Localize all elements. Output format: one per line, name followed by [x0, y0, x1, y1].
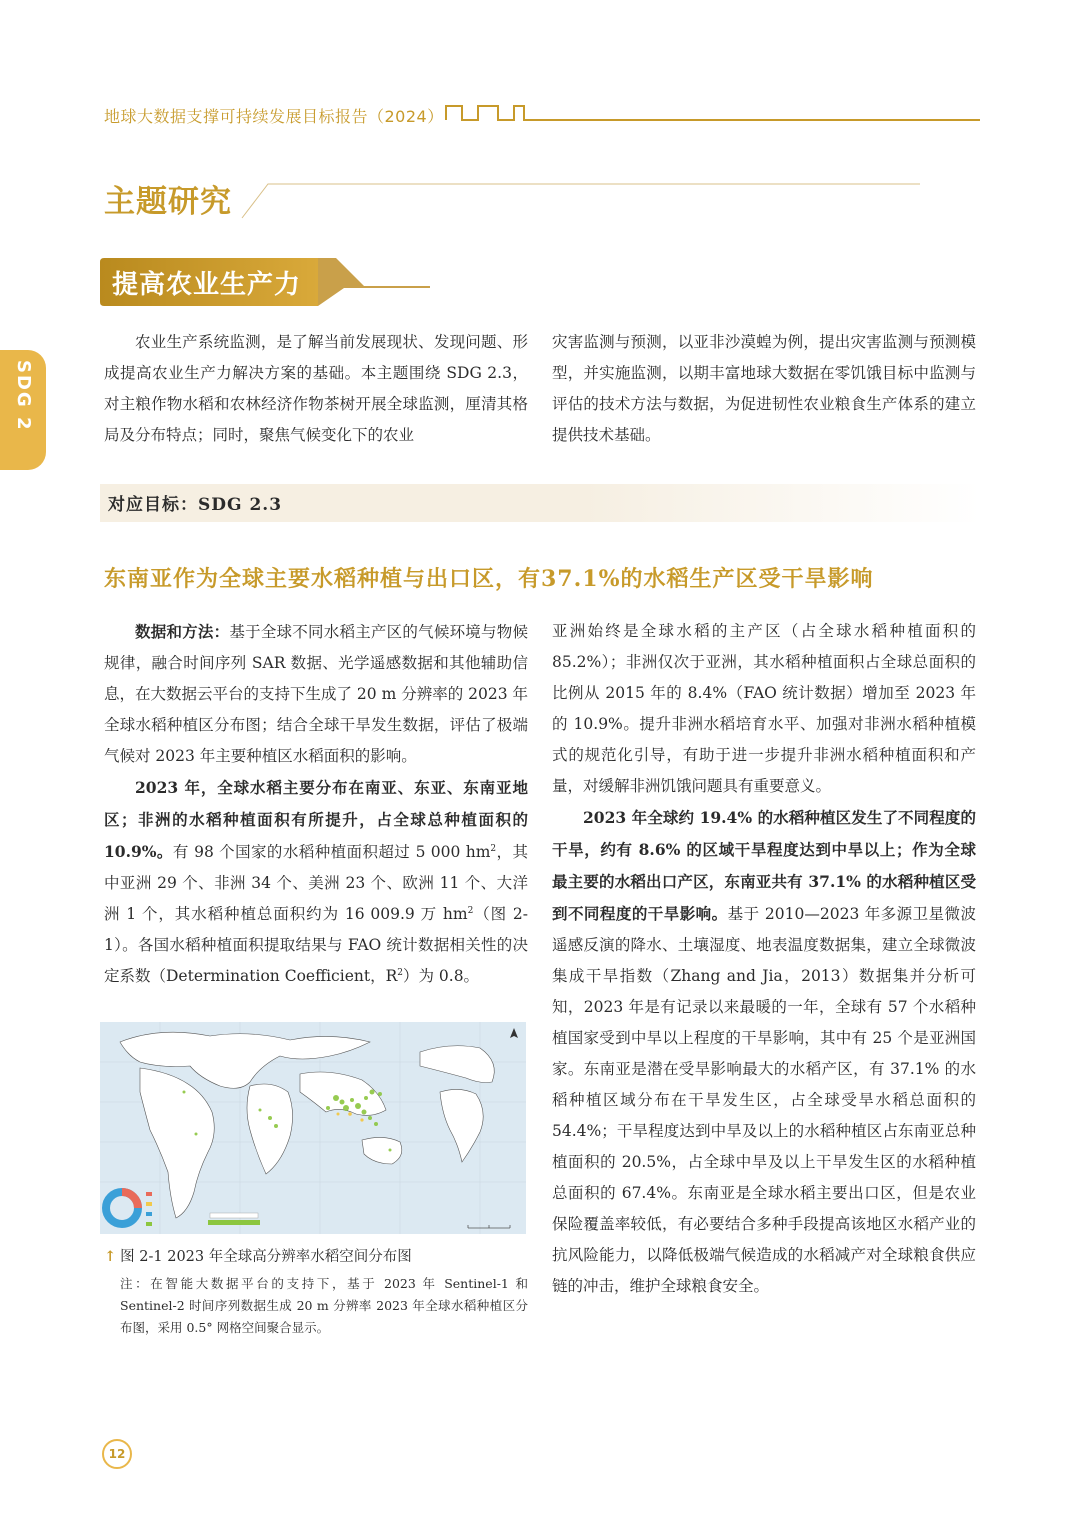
figure-note: 注：在智能大数据平台的支持下，基于 2023 年 Sentinel-1 和 Sentinel-2 时间序列数据生成 20 m 分辨率 2023 年全球水稻种植区分布图，采用 0.5° 网格空间聚合显示。 [120, 1276, 528, 1335]
report-header-title: 地球大数据支撑可持续发展目标报告（2024） [104, 107, 444, 126]
body-left-column [104, 616, 528, 992]
side-tab-label: SDG 2 [13, 360, 34, 432]
key-finding-2: 2023 年全球约 19.4% 的水稻种植区发生了不同程度的干旱，约有 8.6% 的区域干旱程度达到中旱以上；作为全球最主要的水稻出口产区，东南亚共有 37.1% 的水稻种植区受到不同程度的干旱影响。 [552, 808, 976, 923]
intro-paragraph-right: 灾害监测与预测，以亚非沙漠蝗为例，提出灾害监测与预测模型，并实施监测，以期丰富地球大数据在零饥饿目标中监测与评估的技术方法与数据，为促进韧性农业粮食生产体系的建立提供技术基础。 [552, 333, 976, 444]
target-text: 对应目标：SDG 2.3 [108, 495, 283, 515]
body-paragraph-1 [104, 616, 528, 772]
right-paragraph-2 [552, 802, 976, 1302]
figure-caption-text: 图 2-1 2023 年全球高分辨率水稻空间分布图 [120, 1249, 412, 1265]
finding-title: 东南亚作为全球主要水稻种植与出口区，有37.1%的水稻生产区受干旱影响 [104, 566, 874, 592]
paragraph-text: ，其中亚洲 29 个、非洲 34 个、美洲 23 个、欧洲 11 个、大洋洲 1 个，其水稻种植总面积约为 16 009.9 万 hm [104, 843, 528, 923]
page-number: 12 [102, 1439, 132, 1469]
figure-caption [104, 1245, 528, 1266]
paragraph-text: （图 2-1）。各国水稻种植面积提取结果与 FAO 统计数据相关性的决定系数（Determination Coefficient，R [104, 905, 528, 985]
key-finding-1: 2023 年，全球水稻主要分布在南亚、东亚、东南亚地区；非洲的水稻种植面积有所提升，占全球总种植面积的 10.9%。 [104, 778, 528, 861]
superscript: 2 [397, 967, 403, 978]
right-paragraph-1: 亚洲始终是全球水稻的主产区（占全球水稻种植面积的 85.2%）；非洲仅次于亚洲，其水稻种植面积占全球总面积的比例从 2015 年的 8.4%（FAO 统计数据）增加至 2023 年的 10.9%。提升非洲水稻培育水平、加强对非洲水稻种植模式的规范化引导，有助于进一步提升非洲水稻种植面积和产量，对缓解非洲饥饿问题具有重要意义。 [552, 622, 976, 795]
global-rice-distribution-map [100, 1022, 526, 1234]
intro-left-column [104, 327, 528, 451]
superscript: 2 [490, 843, 497, 854]
body-paragraph-2 [104, 772, 528, 992]
section-title-underline [240, 180, 920, 220]
superscript: 2 [467, 905, 474, 916]
paragraph-text: 基于 2010—2023 年多源卫星微波遥感反演的降水、土壤湿度、地表温度数据集，建立全球微波集成干旱指数（Zhang and Jia，2013）数据集并分析可知，2023 年是有记录以来最暖的一年，全球有 57 个水稻种植国家受到中旱以上程度的干旱影响，其中有 25 个是亚洲国家。东南亚是潜在受旱影响最大的水稻产区，有 37.1% 的水稻种植区域分布在干旱发生区，占全球受旱水稻总面积的 54.4%；干旱程度达到中旱及以上的水稻种植区占东南亚总种植面积的 20.5%，占全球中旱及以上干旱发生区的水稻种植总面积的 67.4%。东南亚是全球水稻主要出口区，但是农业保险覆盖率较低，有必要结合多种手段提高该地区水稻产业的抗风险能力，以降低极端气候造成的水稻减产对全球粮食供应链的冲击，维护全球粮食安全。 [552, 905, 976, 1295]
method-text: 基于全球不同水稻主产区的气候环境与物候规律，融合时间序列 SAR 数据、光学遥感数据和其他辅助信息，在大数据云平台的支持下生成了 20 m 分辨率的 2023 年全球水稻种植区分布图；结合全球干旱发生数据，评估了极端气候对 2023 年主要种植区水稻面积的影响。 [104, 623, 529, 765]
caption-arrow-icon: ↑ [104, 1248, 117, 1265]
paragraph-text: ）为 0.8。 [402, 967, 480, 985]
intro-paragraph-left: 农业生产系统监测，是了解当前发展现状、发现问题、形成提高农业生产力解决方案的基础。本主题围绕 SDG 2.3，对主粮作物水稻和农林经济作物茶树开展全球监测，厘清其格局及分布特点；同时，聚焦气候变化下的农业 [104, 333, 528, 444]
world-map-image [100, 1022, 526, 1234]
section-title: 主题研究 [104, 184, 232, 220]
paragraph-text: 有 98 个国家的水稻种植面积超过 5 000 hm [172, 843, 491, 861]
body-right-column [552, 616, 976, 1302]
intro-right-column [552, 327, 976, 451]
header-decoration-line [444, 98, 980, 122]
method-label: 数据和方法： [135, 622, 230, 641]
topic-label: 提高农业生产力 [112, 270, 302, 300]
